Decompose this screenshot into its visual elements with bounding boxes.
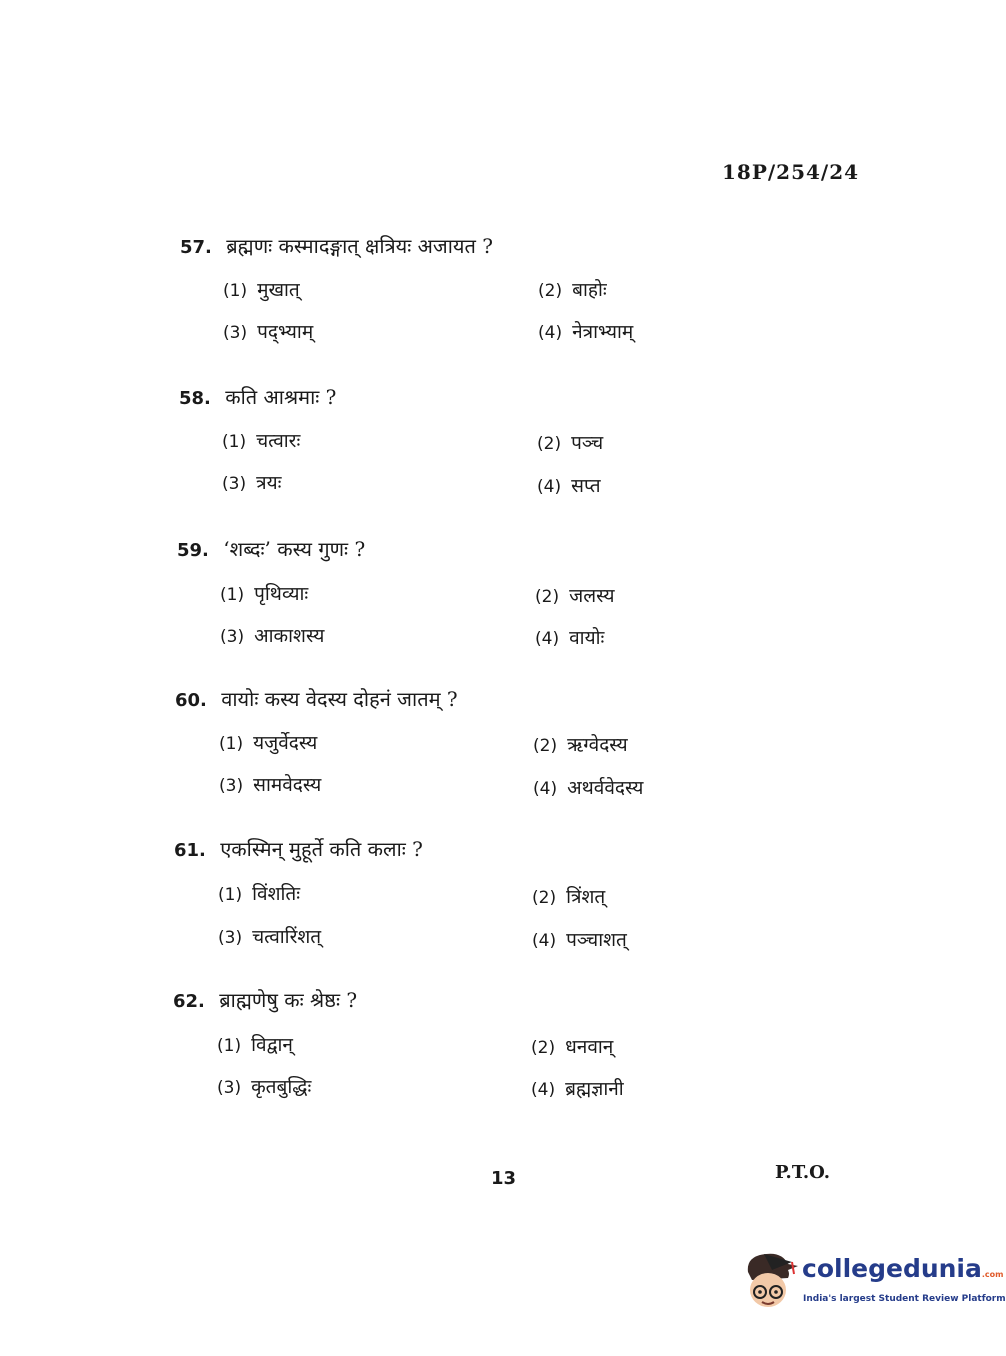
question-57	[0, 232, 1001, 362]
logo-wordmark: collegedunia.com	[802, 1254, 1004, 1283]
option-1: (1) विद्वान्	[217, 1034, 293, 1056]
mascot-icon	[742, 1250, 800, 1314]
question-text: ब्रह्मणः कस्मादङ्गात् क्षत्रियः अजायत ?	[226, 234, 493, 258]
question-59	[0, 535, 1001, 665]
question-60	[0, 685, 1001, 815]
option-4: (4) ब्रह्मज्ञानी	[531, 1078, 624, 1100]
option-1: (1) चत्वारः	[222, 430, 301, 452]
question-number: 58.	[179, 388, 211, 409]
question-58	[0, 383, 1001, 513]
option-3: (3) सामवेदस्य	[219, 774, 322, 796]
question-number: 62.	[173, 991, 205, 1012]
option-1: (1) मुखात्	[223, 279, 300, 301]
option-1: (1) पृथिव्याः	[220, 583, 309, 605]
option-3: (3) चत्वारिंशत्	[218, 926, 322, 948]
option-4: (4) सप्त	[537, 475, 601, 497]
option-1: (1) विंशतिः	[218, 883, 301, 905]
option-3: (3) त्रयः	[222, 472, 282, 494]
option-4: (4) नेत्राभ्याम्	[538, 321, 634, 343]
option-2: (2) बाहोः	[538, 279, 607, 301]
question-text: एकस्मिन् मुहूर्ते कति कलाः ?	[220, 837, 423, 861]
question-62	[0, 986, 1001, 1116]
question-text: ‘शब्दः’ कस्य गुणः ?	[223, 537, 366, 561]
option-3: (3) पद्भ्याम्	[223, 321, 314, 343]
option-2: (2) पञ्च	[537, 432, 604, 454]
option-4: (4) पञ्चाशत्	[532, 929, 627, 951]
option-4: (4) वायोः	[535, 627, 605, 649]
page-number: 13	[491, 1168, 517, 1189]
question-text: कति आश्रमाः ?	[225, 385, 337, 409]
question-text: वायोः कस्य वेदस्य दोहनं जातम् ?	[221, 687, 458, 711]
pto-label: P.T.O.	[775, 1162, 831, 1183]
question-text: ब्राह्मणेषु कः श्रेष्ठः ?	[219, 988, 358, 1012]
question-number: 60.	[175, 690, 207, 711]
question-number: 59.	[177, 540, 209, 561]
option-3: (3) कृतबुद्धिः	[217, 1076, 312, 1098]
paper-code: 18P/254/24	[722, 160, 860, 184]
option-4: (4) अथर्ववेदस्य	[533, 777, 644, 799]
option-2: (2) त्रिंशत्	[532, 886, 606, 908]
logo-tagline: India's largest Student Review Platform	[803, 1294, 1006, 1304]
option-3: (3) आकाशस्य	[220, 625, 325, 647]
logo-dotcom: .com	[981, 1270, 1004, 1279]
collegedunia-logo	[742, 1250, 1006, 1314]
option-1: (1) यजुर्वेदस्य	[219, 732, 318, 754]
question-number: 57.	[180, 237, 212, 258]
option-2: (2) धनवान्	[531, 1036, 614, 1058]
question-61	[0, 835, 1001, 965]
option-2: (2) जलस्य	[535, 585, 615, 607]
option-2: (2) ऋग्वेदस्य	[533, 734, 628, 756]
question-number: 61.	[174, 840, 206, 861]
